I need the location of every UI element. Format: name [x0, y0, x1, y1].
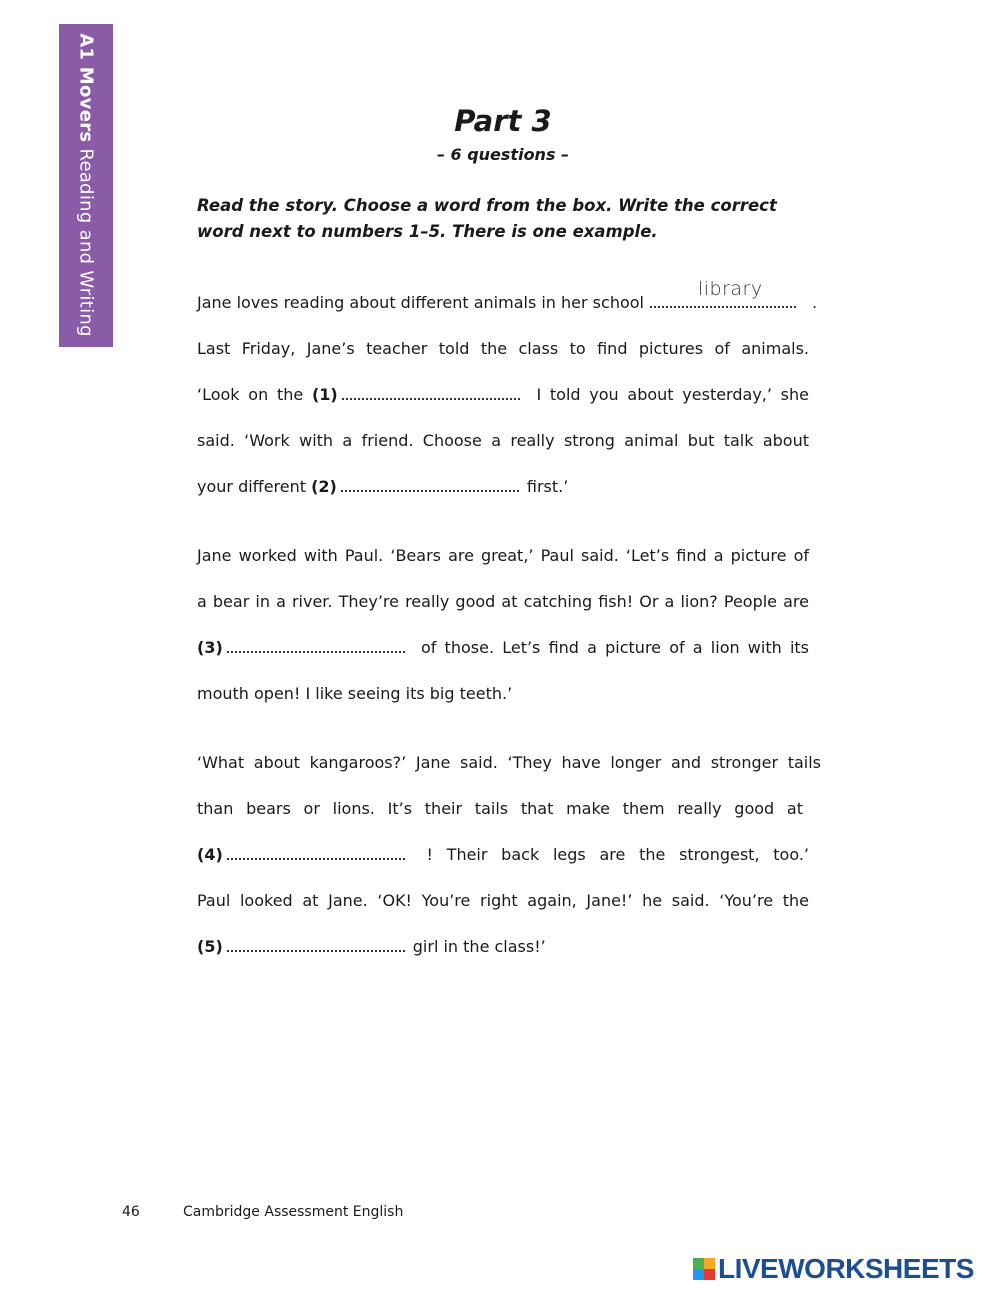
page-number: 46: [122, 1204, 140, 1220]
answer-blank-4[interactable]: [227, 844, 405, 860]
story-line: [197, 844, 809, 866]
side-tab: [59, 24, 113, 347]
liveworksheets-logo[interactable]: [693, 1253, 974, 1285]
example-answer-blank: [650, 278, 796, 308]
example-answer: library: [697, 278, 763, 300]
logo-icon: [693, 1258, 715, 1280]
publisher-name: Cambridge Assessment English: [183, 1204, 404, 1220]
story-line: [197, 476, 809, 498]
story-text: girl in the class!’: [412, 937, 546, 956]
answer-blank-5[interactable]: [227, 936, 405, 952]
story-line: [197, 637, 809, 659]
example-text: Jane loves reading about different animals in her school: [197, 293, 644, 312]
level-label: A1 Movers: [75, 33, 97, 143]
story-line: [197, 384, 809, 406]
story-line: a bear in a river. They’re really good at catching fish! Or a lion? People are: [197, 592, 809, 611]
story-line: ‘What about kangaroos?’ Jane said. ‘They have longer and stronger tails: [197, 753, 821, 772]
page-subtitle: – 6 questions –: [436, 145, 570, 164]
story-line: Paul looked at Jane. ‘OK! You’re right again, Jane!’ he said. ‘You’re the: [197, 891, 809, 910]
story-line: said. ‘Work with a friend. Choose a really strong animal but talk about: [197, 431, 809, 450]
answer-blank-2[interactable]: [341, 476, 519, 492]
example-line: [197, 278, 818, 314]
story-text: of those. Let’s find a picture of a lion with its: [420, 638, 809, 657]
story-line: Jane worked with Paul. ‘Bears are great,’ Paul said. ‘Let’s find a picture of: [197, 546, 809, 565]
section-label: Reading and Writing: [75, 148, 97, 337]
logo-text: LIVEWORKSHEETS: [718, 1253, 974, 1284]
story-line: Last Friday, Jane’s teacher told the class to find pictures of animals.: [197, 339, 809, 358]
page-title: Part 3: [454, 104, 552, 138]
story-text: first.’: [526, 477, 569, 496]
story-line: mouth open! I like seeing its big teeth.’: [197, 684, 513, 703]
story-line: than bears or lions. It’s their tails that make them really good at: [197, 799, 803, 818]
example-end: .: [811, 293, 818, 312]
question-number-3: (3): [197, 638, 223, 657]
story-line: [197, 936, 809, 958]
question-number-5: (5): [197, 937, 223, 956]
story-text: ‘Look on the: [197, 385, 304, 404]
side-tab-label: [76, 33, 97, 337]
instructions: Read the story. Choose a word from the box. Write the correct word next to numbers 1–5. There is one example.: [197, 196, 777, 241]
question-number-4: (4): [197, 845, 223, 864]
story-text: your different: [197, 477, 307, 496]
answer-blank-1[interactable]: [342, 384, 520, 400]
story-text: I told you about yesterday,’ she: [536, 385, 809, 404]
question-number-1: (1): [311, 385, 338, 404]
answer-blank-3[interactable]: [227, 637, 405, 653]
question-number-2: (2): [311, 477, 337, 496]
story-text: ! Their back legs are the strongest, too.’: [426, 845, 810, 864]
